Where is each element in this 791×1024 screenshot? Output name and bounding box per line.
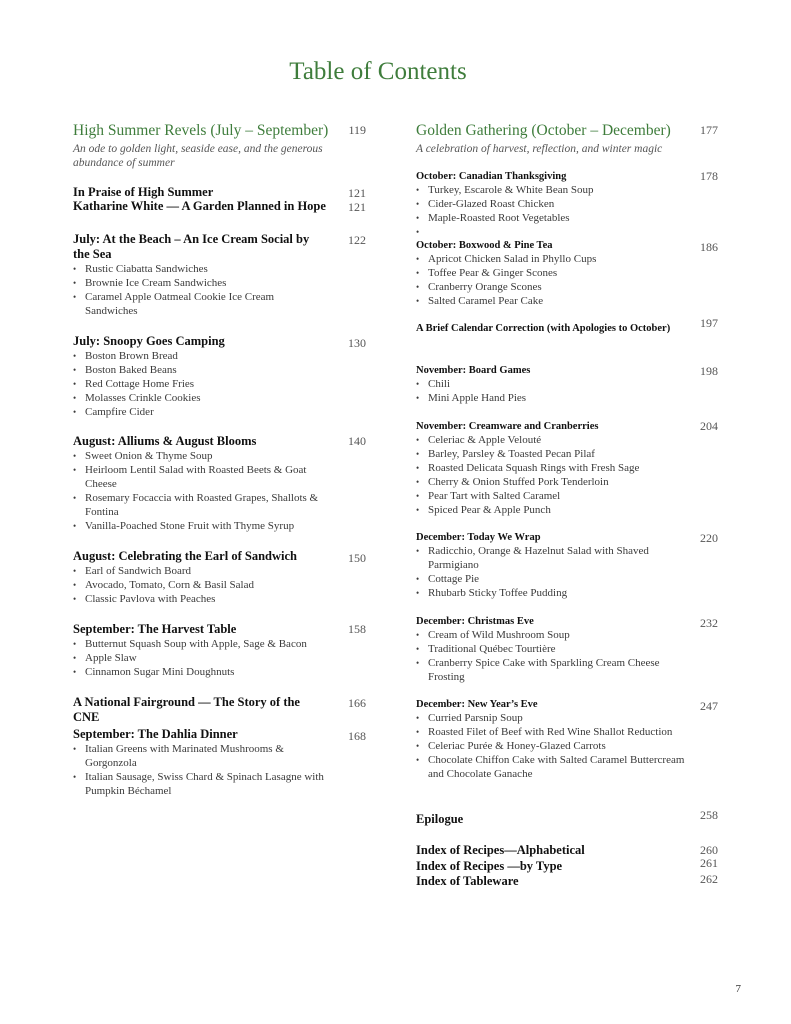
chapter-title: Epilogue bbox=[416, 812, 464, 826]
recipe-list bbox=[73, 637, 328, 679]
chapter-title: Index of Tableware bbox=[416, 874, 519, 888]
recipe-item: • Apple Slaw bbox=[73, 651, 328, 665]
recipe-item: • Barley, Parsley & Toasted Pecan Pilaf bbox=[416, 447, 691, 461]
recipe-item: • Campfire Cider bbox=[73, 405, 328, 419]
recipe-list bbox=[416, 628, 691, 684]
toc-entry bbox=[73, 434, 328, 533]
recipe-item: • Avocado, Tomato, Corn & Basil Salad bbox=[73, 578, 328, 592]
recipe-list bbox=[73, 349, 328, 419]
page-number: 121 bbox=[348, 186, 366, 200]
recipe-item: • Brownie Ice Cream Sandwiches bbox=[73, 276, 328, 290]
recipe-item: • Apricot Chicken Salad in Phyllo Cups bbox=[416, 252, 691, 266]
recipe-item: • Roasted Filet of Beef with Red Wine Shallot Reduction bbox=[416, 725, 691, 739]
recipe-item: • Earl of Sandwich Board bbox=[73, 564, 328, 578]
page-number: 168 bbox=[348, 729, 366, 743]
page-number: 177 bbox=[700, 123, 718, 137]
recipe-item: • Traditional Québec Tourtière bbox=[416, 642, 691, 656]
toc-entry bbox=[73, 185, 328, 200]
recipe-item: • Cranberry Orange Scones bbox=[416, 280, 691, 294]
toc-entry bbox=[416, 322, 691, 335]
recipe-item: • Chili bbox=[416, 377, 691, 391]
page-number: 178 bbox=[700, 169, 718, 183]
chapter-title: September: The Dahlia Dinner bbox=[73, 727, 238, 741]
chapter-title: August: Alliums & August Blooms bbox=[73, 434, 257, 448]
page-number: 232 bbox=[700, 616, 718, 630]
chapter-title: August: Celebrating the Earl of Sandwich bbox=[73, 549, 297, 563]
recipe-list bbox=[416, 433, 691, 517]
recipe-item: • Classic Pavlova with Peaches bbox=[73, 592, 328, 606]
recipe-item: • Cranberry Spice Cake with Sparkling Cream Cheese Frosting bbox=[416, 656, 691, 684]
chapter-title: September: The Harvest Table bbox=[73, 622, 237, 636]
recipe-item: • Boston Brown Bread bbox=[73, 349, 328, 363]
chapter-title: In Praise of High Summer bbox=[73, 185, 214, 199]
chapter-title: July: Snoopy Goes Camping bbox=[73, 334, 225, 348]
recipe-item: • Italian Greens with Marinated Mushrooms & Gorgonzola bbox=[73, 742, 328, 770]
chapter-title: November: Creamware and Cranberries bbox=[416, 421, 599, 432]
chapter-title: December: Christmas Eve bbox=[416, 616, 534, 627]
page-number: 262 bbox=[700, 872, 718, 886]
recipe-item: • Chocolate Chiffon Cake with Salted Caramel Buttercream and Chocolate Ganache bbox=[416, 753, 691, 781]
recipe-item: • Radicchio, Orange & Hazelnut Salad with Shaved Parmigiano bbox=[416, 544, 691, 572]
recipe-item: • Rustic Ciabatta Sandwiches bbox=[73, 262, 328, 276]
left-section-heading bbox=[73, 122, 335, 170]
recipe-list bbox=[416, 252, 691, 308]
recipe-item: • Celeriac & Apple Velouté bbox=[416, 433, 691, 447]
recipe-list bbox=[416, 377, 691, 405]
page-number: 158 bbox=[348, 622, 366, 636]
toc-entry bbox=[416, 239, 691, 308]
page-number: 121 bbox=[348, 200, 366, 214]
recipe-item: • Caramel Apple Oatmeal Cookie Ice Cream Sandwiches bbox=[73, 290, 328, 318]
page-number: 220 bbox=[700, 531, 718, 545]
right-section-heading bbox=[416, 122, 691, 156]
recipe-item: • Cinnamon Sugar Mini Doughnuts bbox=[73, 665, 328, 679]
recipe-item: • Rosemary Focaccia with Roasted Grapes, Shallots & Fontina bbox=[73, 491, 328, 519]
toc-entry bbox=[73, 622, 328, 679]
recipe-item: • Sweet Onion & Thyme Soup bbox=[73, 449, 328, 463]
recipe-item: • Celeriac Purée & Honey-Glazed Carrots bbox=[416, 739, 691, 753]
toc-entry bbox=[416, 615, 691, 684]
recipe-item: • Salted Caramel Pear Cake bbox=[416, 294, 691, 308]
recipe-item: • Rhubarb Sticky Toffee Pudding bbox=[416, 586, 691, 600]
recipe-item: • Butternut Squash Soup with Apple, Sage & Bacon bbox=[73, 637, 328, 651]
chapter-title: A Brief Calendar Correction (with Apologies to October) bbox=[416, 323, 671, 334]
recipe-item: • Cream of Wild Mushroom Soup bbox=[416, 628, 691, 642]
page-number: 140 bbox=[348, 434, 366, 448]
toc-entry bbox=[416, 531, 691, 600]
chapter-title: November: Board Games bbox=[416, 365, 531, 376]
recipe-item: • Toffee Pear & Ginger Scones bbox=[416, 266, 691, 280]
page-number: 166 bbox=[348, 696, 366, 710]
page-number: 197 bbox=[700, 316, 718, 330]
toc-entry bbox=[73, 695, 328, 725]
toc-entry bbox=[416, 170, 691, 225]
page-number: 247 bbox=[700, 699, 718, 713]
toc-entry bbox=[73, 199, 328, 214]
toc-entry bbox=[73, 334, 328, 419]
toc-entry bbox=[73, 549, 328, 606]
toc-entry bbox=[416, 812, 691, 827]
recipe-list bbox=[416, 711, 691, 781]
page-number: 204 bbox=[700, 419, 718, 433]
recipe-list bbox=[73, 742, 328, 798]
recipe-item: • Cherry & Onion Stuffed Pork Tenderloin bbox=[416, 475, 691, 489]
chapter-title: Index of Recipes—Alphabetical bbox=[416, 843, 585, 857]
toc-entry bbox=[73, 727, 328, 798]
recipe-item: • Spiced Pear & Apple Punch bbox=[416, 503, 691, 517]
toc-entry bbox=[73, 232, 328, 318]
section-subtitle: An ode to golden light, seaside ease, and the generous abundance of summer bbox=[73, 143, 323, 169]
page-number: 150 bbox=[348, 551, 366, 565]
chapter-title: December: Today We Wrap bbox=[416, 532, 541, 543]
recipe-item: • Curried Parsnip Soup bbox=[416, 711, 691, 725]
recipe-list bbox=[416, 544, 691, 600]
page-number: 122 bbox=[348, 233, 366, 247]
recipe-item: • Italian Sausage, Swiss Chard & Spinach Lasagne with Pumpkin Béchamel bbox=[73, 770, 328, 798]
page-number: 130 bbox=[348, 336, 366, 350]
recipe-item: • Vanilla-Poached Stone Fruit with Thyme Syrup bbox=[73, 519, 328, 533]
recipe-item: • Turkey, Escarole & White Bean Soup bbox=[416, 183, 691, 197]
page-number: 198 bbox=[700, 364, 718, 378]
toc-entry bbox=[416, 698, 691, 781]
recipe-item: • Red Cottage Home Fries bbox=[73, 377, 328, 391]
chapter-title: Index of Recipes —by Type bbox=[416, 859, 563, 873]
chapter-title: A National Fairground — The Story of the CNE bbox=[73, 695, 300, 724]
page-number: 258 bbox=[700, 808, 718, 822]
toc-entry bbox=[416, 420, 691, 517]
recipe-item: • Boston Baked Beans bbox=[73, 363, 328, 377]
recipe-item: • Molasses Crinkle Cookies bbox=[73, 391, 328, 405]
chapter-title: Katharine White — A Garden Planned in Hope bbox=[73, 199, 326, 213]
toc-entry bbox=[416, 364, 691, 405]
toc-entry bbox=[416, 859, 691, 874]
folio-page-number: 7 bbox=[735, 983, 741, 995]
recipe-item: • Mini Apple Hand Pies bbox=[416, 391, 691, 405]
recipe-item: • Cider-Glazed Roast Chicken bbox=[416, 197, 691, 211]
toc-entry bbox=[416, 874, 691, 889]
recipe-item: • Cottage Pie bbox=[416, 572, 691, 586]
recipe-list bbox=[73, 449, 328, 533]
chapter-title: October: Boxwood & Pine Tea bbox=[416, 240, 553, 251]
page-title: Table of Contents bbox=[289, 58, 467, 85]
section-title: Golden Gathering (October – December) bbox=[416, 122, 671, 139]
section-subtitle: A celebration of harvest, reflection, and winter magic bbox=[416, 143, 663, 155]
recipe-item: • Heirloom Lentil Salad with Roasted Beets & Goat Cheese bbox=[73, 463, 328, 491]
recipe-item: • Maple-Roasted Root Vegetables bbox=[416, 211, 691, 225]
page-number: 260 bbox=[700, 843, 718, 857]
page-number: 186 bbox=[700, 240, 718, 254]
recipe-item: • Pear Tart with Salted Caramel bbox=[416, 489, 691, 503]
recipe-list bbox=[416, 183, 691, 225]
page-number: 261 bbox=[700, 856, 718, 870]
toc-entry bbox=[416, 843, 691, 858]
recipe-list bbox=[73, 262, 328, 318]
page-number: 119 bbox=[348, 123, 366, 137]
recipe-item: • Roasted Delicata Squash Rings with Fresh Sage bbox=[416, 461, 691, 475]
recipe-list bbox=[73, 564, 328, 606]
section-title: High Summer Revels (July – September) bbox=[73, 122, 329, 139]
chapter-title: July: At the Beach – An Ice Cream Social by the Sea bbox=[73, 232, 310, 261]
chapter-title: December: New Year’s Eve bbox=[416, 699, 538, 710]
chapter-title: October: Canadian Thanksgiving bbox=[416, 171, 567, 182]
